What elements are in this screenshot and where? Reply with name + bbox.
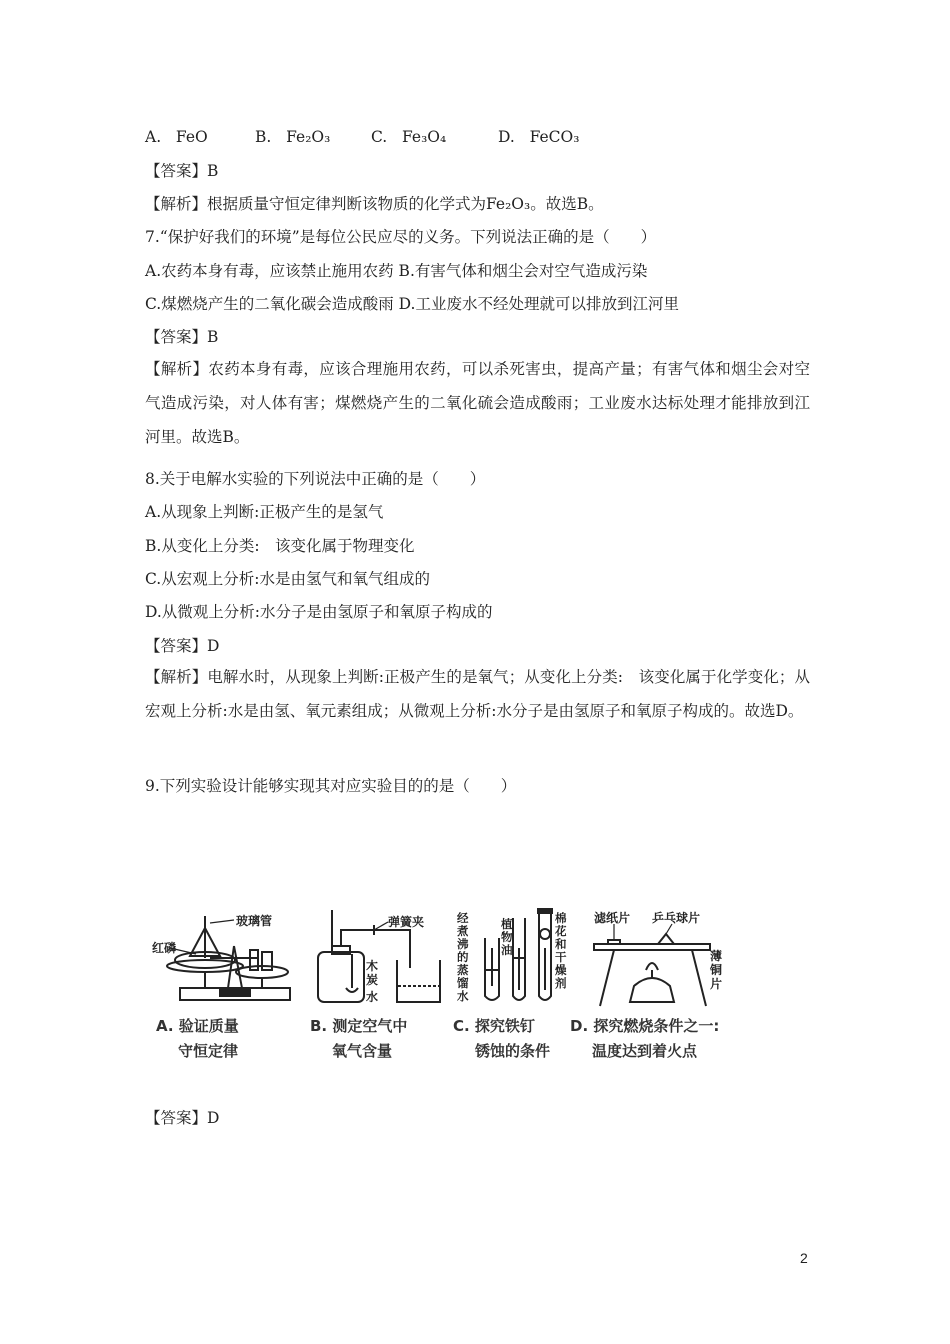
figure-b-diagram [312,908,447,1008]
figure-b-label-wood: 木 [366,959,379,973]
figure-a-caption-line1: A. 验证质量 [156,1017,239,1035]
q6-answer: 【答案】B [145,162,219,180]
figure-c-label-boiled-2: 煮 [457,924,469,938]
figure-c-label-boiled-7: 水 [457,989,469,1003]
figure-c-label-boiled-6: 馏 [457,976,469,990]
q6-option-d [498,128,579,146]
q9-stem: 9.下列实验设计能够实现其对应实验目的的是（ ） [145,777,517,795]
figure-b-caption-line2: 氧气含量 [332,1042,393,1060]
q6-option-d-letter: D. [498,128,515,146]
figure-d-label-sheet: 片 [710,977,723,991]
figure-a-caption-line2: 守恒定律 [178,1042,239,1060]
q6-analysis: 【解析】根据质量守恒定律判断该物质的化学式为Fe₂O₃。故选B。 [145,195,604,213]
q8-option-b: B.从变化上分类: 该变化属于物理变化 [145,537,415,555]
figure-c-label-cotton-4: 干 [555,950,567,964]
figure-b-label-spring-clamp: 弹簧夹 [388,915,425,929]
figure-d-label-filter-paper: 滤纸片 [594,911,631,925]
q8-option-d: D.从微观上分析:水分子是由氢原子和氧原子构成的 [145,603,493,621]
q7-options-ab: A.农药本身有毒，应该禁止施用农药 B.有害气体和烟尘会对空气造成污染 [145,262,648,280]
figure-b-label-water: 水 [366,990,379,1004]
page-number: 2 [800,1250,808,1266]
q8-analysis: 【解析】电解水时，从现象上判断:正极产生的是氧气；从变化上分类: 该变化属于化学变化；从宏观上分析:水是由氢、氧元素组成；从微观上分析:水分子是由氢原子和氧原子构成的。故选D。 [145,668,810,720]
figure-d-label-thin: 薄 [710,949,723,963]
figure-a-diagram [150,908,300,1008]
q8-stem: 8.关于电解水实验的下列说法中正确的是（ ） [145,470,486,488]
figure-c-label-oil-1: 植 [501,917,513,931]
figure-a-label-red-phosphorus: 红磷 [152,941,177,955]
figure-c-label-cotton-2: 花 [555,924,567,938]
figure-d-caption-line1: D. 探究燃烧条件之一: [570,1017,720,1035]
q7-options-cd: C.煤燃烧产生的二氧化碳会造成酸雨 D.工业废水不经处理就可以排放到江河里 [145,295,679,313]
figure-c-diagram [455,908,575,1008]
figure-c-caption-line2: 锈蚀的条件 [475,1042,551,1060]
figure-d-diagram [588,908,728,1008]
q6-option-b-formula: Fe₂O₃ [286,128,331,146]
figure-c-label-boiled-5: 蒸 [457,963,469,977]
figure-b-caption-line1: B. 测定空气中 [310,1017,408,1035]
figure-c-label-boiled-4: 的 [457,950,469,964]
q7-stem: 7.“保护好我们的环境”是每位公民应尽的义务。下列说法正确的是（ ） [145,228,657,246]
figure-c-label-boiled-3: 沸 [457,937,469,951]
q8-option-c: C.从宏观上分析:水是由氢气和氧气组成的 [145,570,430,588]
figure-d-label-copper: 铜 [710,963,723,977]
q6-option-a-formula: FeO [175,128,208,146]
q6-option-b [255,128,330,146]
figure-d-label-pingpong: 乒乓球片 [652,911,701,925]
q6-option-d-formula: FeCO₃ [529,128,580,146]
q6-option-c [371,128,446,146]
figure-c-label-cotton-3: 和 [555,937,567,951]
figure-c-label-oil-3: 油 [501,943,513,957]
q6-option-a-letter: A. [145,128,162,146]
q8-option-a: A.从现象上判断:正极产生的是氢气 [145,503,384,521]
figure-b-label-carbon: 炭 [366,973,379,987]
q6-option-b-letter: B. [255,128,272,146]
q8-answer: 【答案】D [145,637,220,655]
figure-c-label-cotton-6: 剂 [555,976,567,990]
figure-c-label-boiled-1: 经 [457,911,469,925]
figure-c-label-cotton-1: 棉 [555,911,567,925]
figure-a-label-glass-tube: 玻璃管 [236,914,273,928]
figure-c-label-oil-2: 物 [501,930,513,944]
figure-d-caption-line2: 温度达到着火点 [592,1042,698,1060]
figure-c-caption-line1: C. 探究铁钉 [453,1017,535,1035]
q7-answer: 【答案】B [145,328,219,346]
q6-option-a [145,128,208,146]
q7-analysis: 【解析】农药本身有毒，应该合理施用农药，可以杀死害虫，提高产量；有害气体和烟尘会对空气造成污染，对人体有害；煤燃烧产生的二氧化硫会造成酸雨；工业废水达标处理才能排放到江河里。故选B。 [145,360,810,446]
figure-c-label-cotton-5: 燥 [555,963,567,977]
q6-option-c-letter: C. [371,128,388,146]
q6-option-c-formula: Fe₃O₄ [402,128,447,146]
q9-answer: 【答案】D [145,1109,220,1127]
